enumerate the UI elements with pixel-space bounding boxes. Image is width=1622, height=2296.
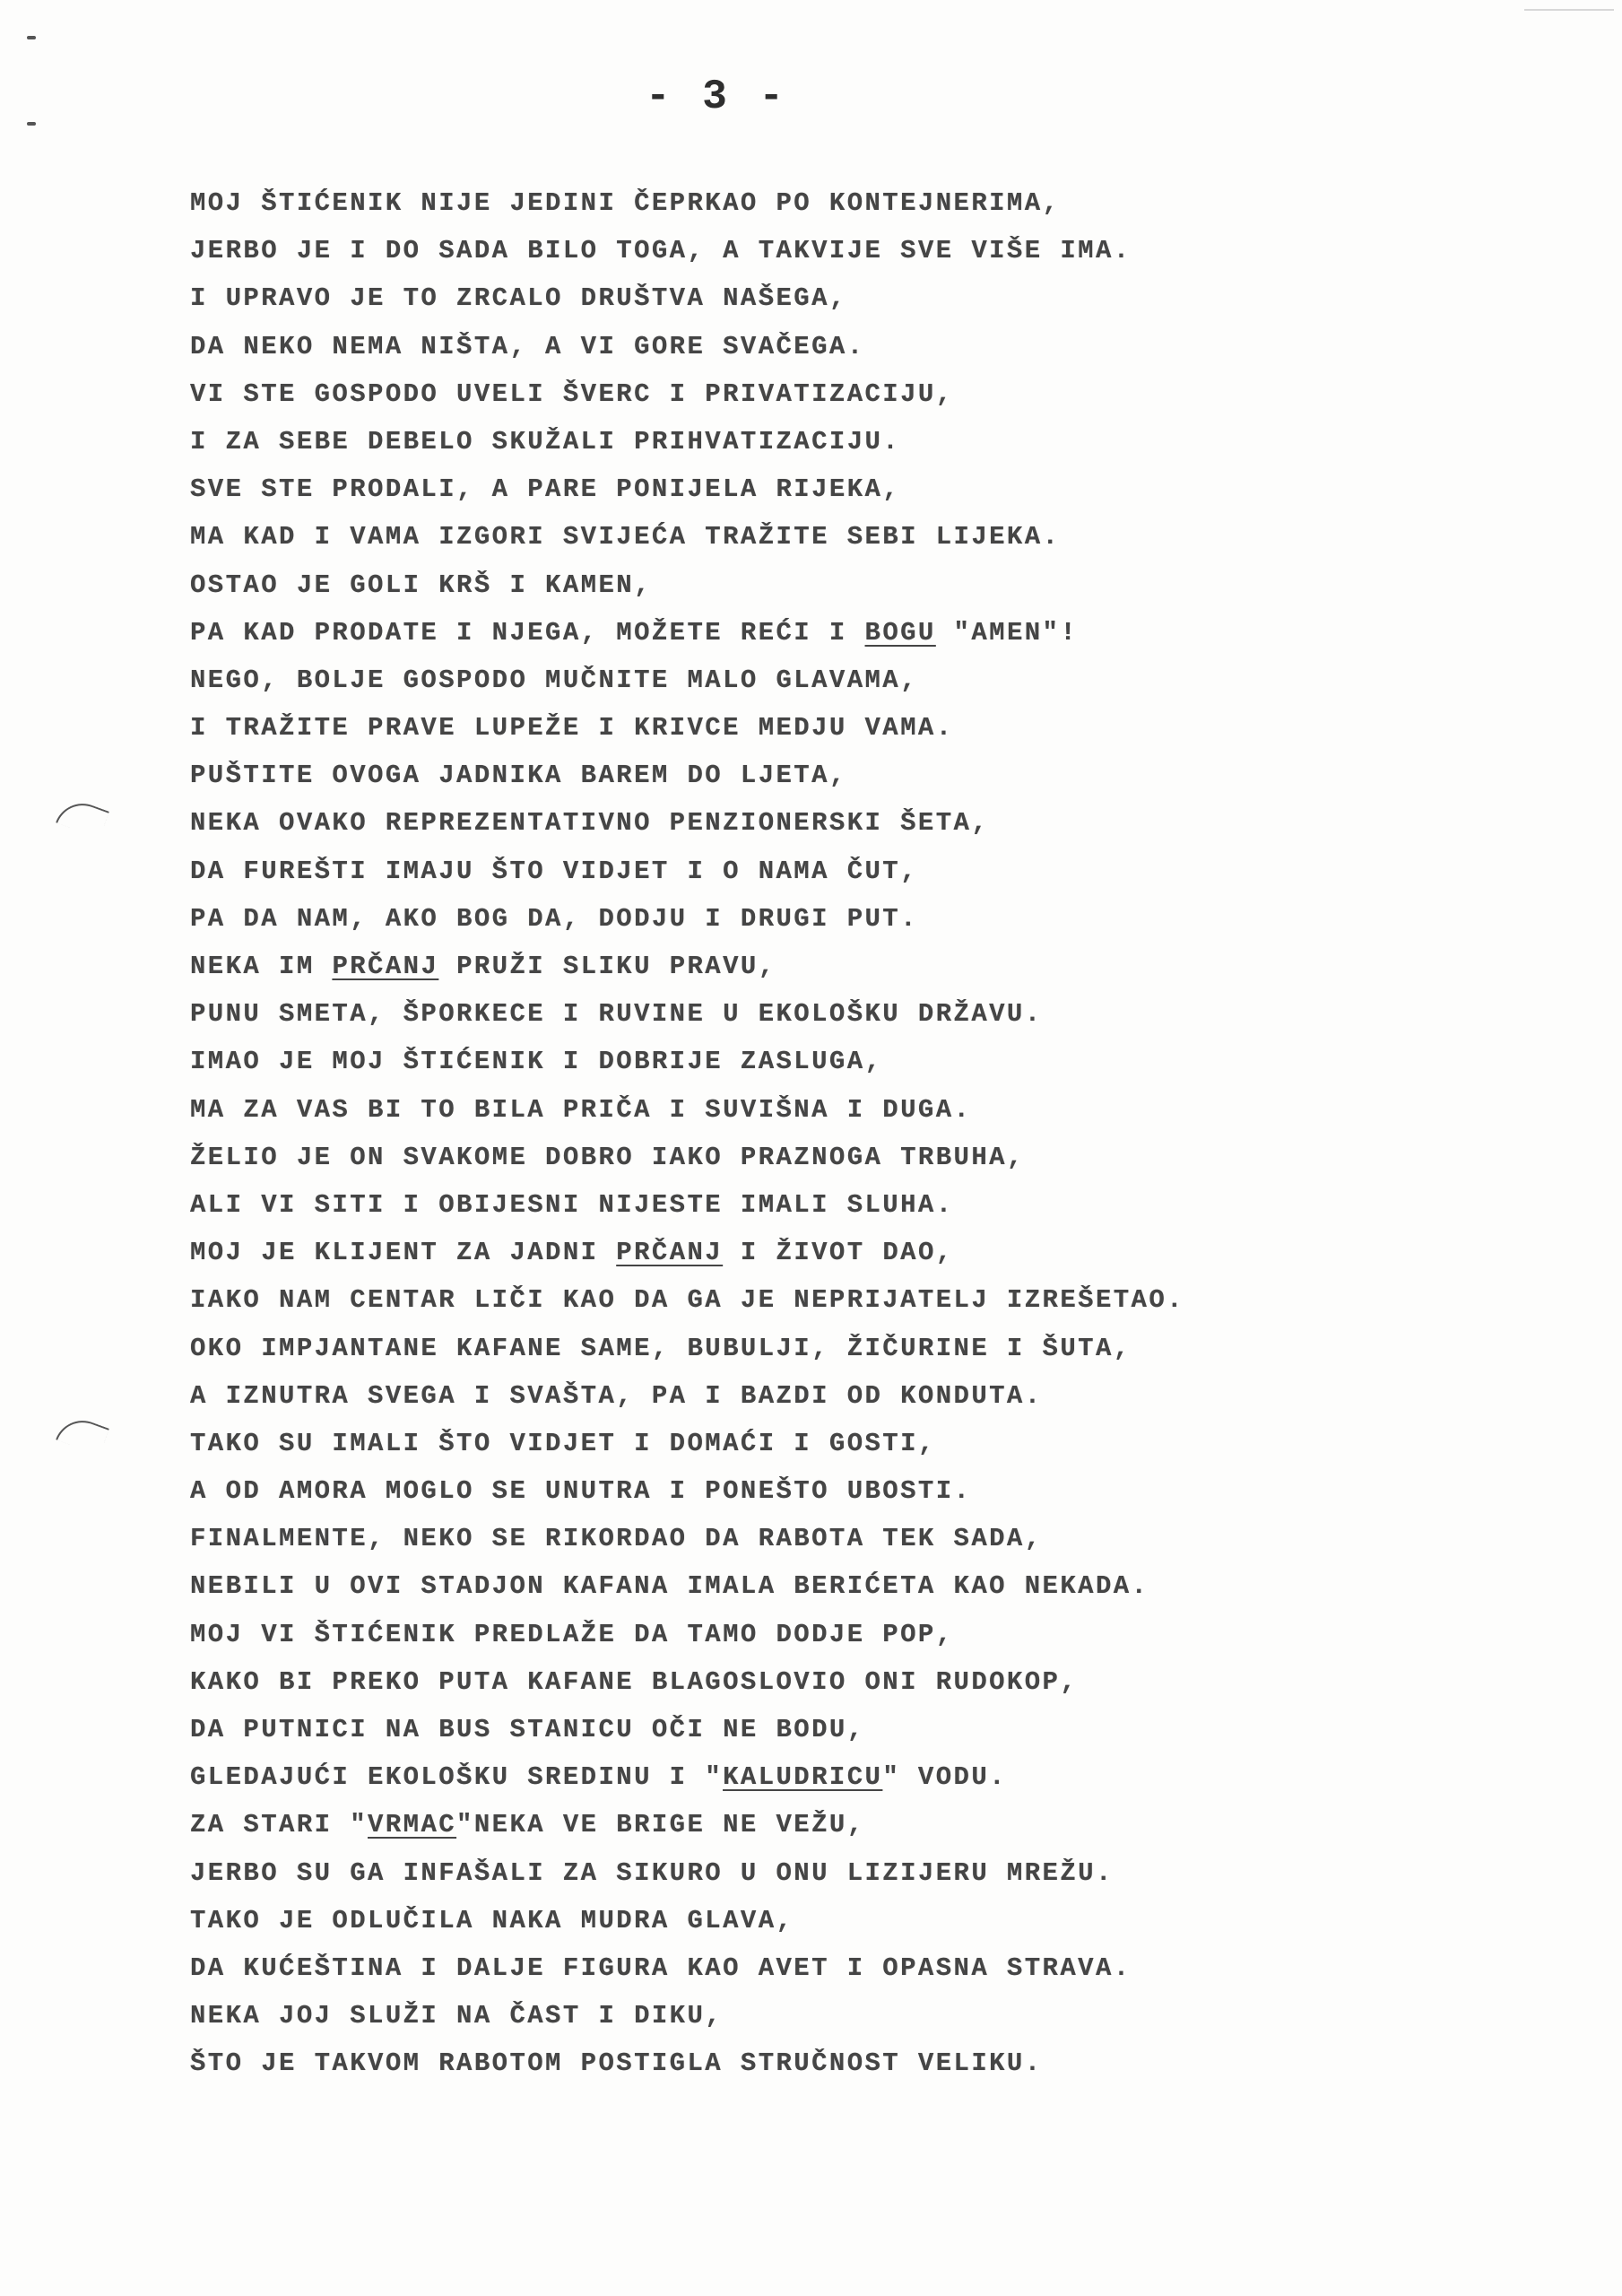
- poem-line: OSTAO JE GOLI KRŠ I KAMEN,: [190, 570, 652, 600]
- poem-line: A OD AMORA MOGLO SE UNUTRA I PONEŠTO UBOSTI.: [190, 1476, 972, 1507]
- punch-hole-mark: [56, 1413, 109, 1456]
- poem-line: ŽELIO JE ON SVAKOME DOBRO IAKO PRAZNOGA TRBUHA,: [190, 1142, 1025, 1172]
- underlined-word: VRMAC: [368, 1810, 457, 1840]
- poem-line: MA KAD I VAMA IZGORI SVIJEĆA TRAŽITE SEBI LIJEKA.: [190, 522, 1061, 552]
- poem-text: [190, 179, 1445, 2088]
- poem-line: IMAO JE MOJ ŠTIĆENIK I DOBRIJE ZASLUGA,: [190, 1047, 883, 1077]
- page-number: - 3 -: [646, 74, 788, 120]
- poem-line: GLEDAJUĆI EKOLOŠKU SREDINU I "KALUDRICU" VODU.: [190, 1762, 1007, 1793]
- poem-line: JERBO SU GA INFAŠALI ZA SIKURO U ONU LIZIJERU MREŽU.: [190, 1857, 1114, 1888]
- poem-line: PA KAD PRODATE I NJEGA, MOŽETE REĆI I BOGU "AMEN"!: [190, 617, 1079, 648]
- poem-line: DA PUTNICI NA BUS STANICU OČI NE BODU,: [190, 1715, 865, 1744]
- poem-line: MA ZA VAS BI TO BILA PRIČA I SUVIŠNA I DUGA.: [190, 1094, 972, 1125]
- underlined-word: PRČANJ: [332, 952, 439, 981]
- poem-line: KAKO BI PREKO PUTA KAFANE BLAGOSLOVIO ONI RUDOKOP,: [190, 1666, 1079, 1697]
- poem-line: NEKA IM PRČANJ PRUŽI SLIKU PRAVU,: [190, 952, 776, 981]
- poem-line: DA KUĆEŠTINA I DALJE FIGURA KAO AVET I OPASNA STRAVA.: [190, 1952, 1132, 1983]
- poem-line: PA DA NAM, AKO BOG DA, DODJU I DRUGI PUT.: [190, 903, 918, 934]
- poem-line: DA FUREŠTI IMAJU ŠTO VIDJET I O NAMA ČUT,: [190, 856, 918, 886]
- poem-line: ŠTO JE TAKVOM RABOTOM POSTIGLA STRUČNOST VELIKU.: [190, 2048, 1043, 2079]
- corner-mark: [27, 36, 36, 39]
- top-edge-line: [1524, 9, 1614, 11]
- underlined-word: BOGU: [864, 617, 936, 648]
- poem-line: MOJ JE KLIJENT ZA JADNI PRČANJ I ŽIVOT DAO,: [190, 1238, 954, 1268]
- poem-line: MOJ VI ŠTIĆENIK PREDLAŽE DA TAMO DODJE POP,: [190, 1619, 954, 1649]
- poem-line: VI STE GOSPODO UVELI ŠVERC I PRIVATIZACIJU,: [190, 378, 954, 409]
- poem-line: IAKO NAM CENTAR LIČI KAO DA GA JE NEPRIJATELJ IZREŠETAO.: [190, 1285, 1184, 1316]
- corner-mark: [27, 122, 36, 126]
- poem-line: TAKO JE ODLUČILA NAKA MUDRA GLAVA,: [190, 1905, 794, 1935]
- poem-line: FINALMENTE, NEKO SE RIKORDAO DA RABOTA TEK SADA,: [190, 1524, 1043, 1554]
- punch-hole-mark: [56, 796, 109, 839]
- poem-line: I ZA SEBE DEBELO SKUŽALI PRIHVATIZACIJU.: [190, 426, 901, 457]
- poem-line: PUŠTITE OVOGA JADNIKA BAREM DO LJETA,: [190, 761, 847, 791]
- poem-line: SVE STE PRODALI, A PARE PONIJELA RIJEKA,: [190, 474, 901, 505]
- poem-line: OKO IMPJANTANE KAFANE SAME, BUBULJI, ŽIČURINE I ŠUTA,: [190, 1333, 1132, 1363]
- poem-line: I TRAŽITE PRAVE LUPEŽE I KRIVCE MEDJU VAMA.: [190, 713, 954, 744]
- poem-line: NEGO, BOLJE GOSPODO MUČNITE MALO GLAVAMA,: [190, 665, 918, 695]
- underlined-word: PRČANJ: [616, 1238, 724, 1268]
- poem-line: MOJ ŠTIĆENIK NIJE JEDINI ČEPRKAO PO KONTEJNERIMA,: [190, 188, 1061, 218]
- poem-line: A IZNUTRA SVEGA I SVAŠTA, PA I BAZDI OD KONDUTA.: [190, 1380, 1043, 1411]
- poem-line: NEKA JOJ SLUŽI NA ČAST I DIKU,: [190, 2001, 724, 2031]
- poem-line: PUNU SMETA, ŠPORKECE I RUVINE U EKOLOŠKU DRŽAVU.: [190, 999, 1043, 1030]
- poem-line: ZA STARI "VRMAC"NEKA VE BRIGE NE VEŽU,: [190, 1810, 865, 1840]
- poem-line: NEBILI U OVI STADJON KAFANA IMALA BERIĆETA KAO NEKADA.: [190, 1571, 1149, 1602]
- poem-line: ALI VI SITI I OBIJESNI NIJESTE IMALI SLUHA.: [190, 1189, 954, 1220]
- poem-line: DA NEKO NEMA NIŠTA, A VI GORE SVAČEGA.: [190, 331, 865, 361]
- underlined-word: KALUDRICU: [723, 1762, 883, 1793]
- poem-line: I UPRAVO JE TO ZRCALO DRUŠTVA NAŠEGA,: [190, 283, 847, 314]
- poem-line: NEKA OVAKO REPREZENTATIVNO PENZIONERSKI ŠETA,: [190, 808, 990, 839]
- poem-line: JERBO JE I DO SADA BILO TOGA, A TAKVIJE SVE VIŠE IMA.: [190, 236, 1132, 266]
- poem-line: TAKO SU IMALI ŠTO VIDJET I DOMAĆI I GOSTI,: [190, 1428, 936, 1458]
